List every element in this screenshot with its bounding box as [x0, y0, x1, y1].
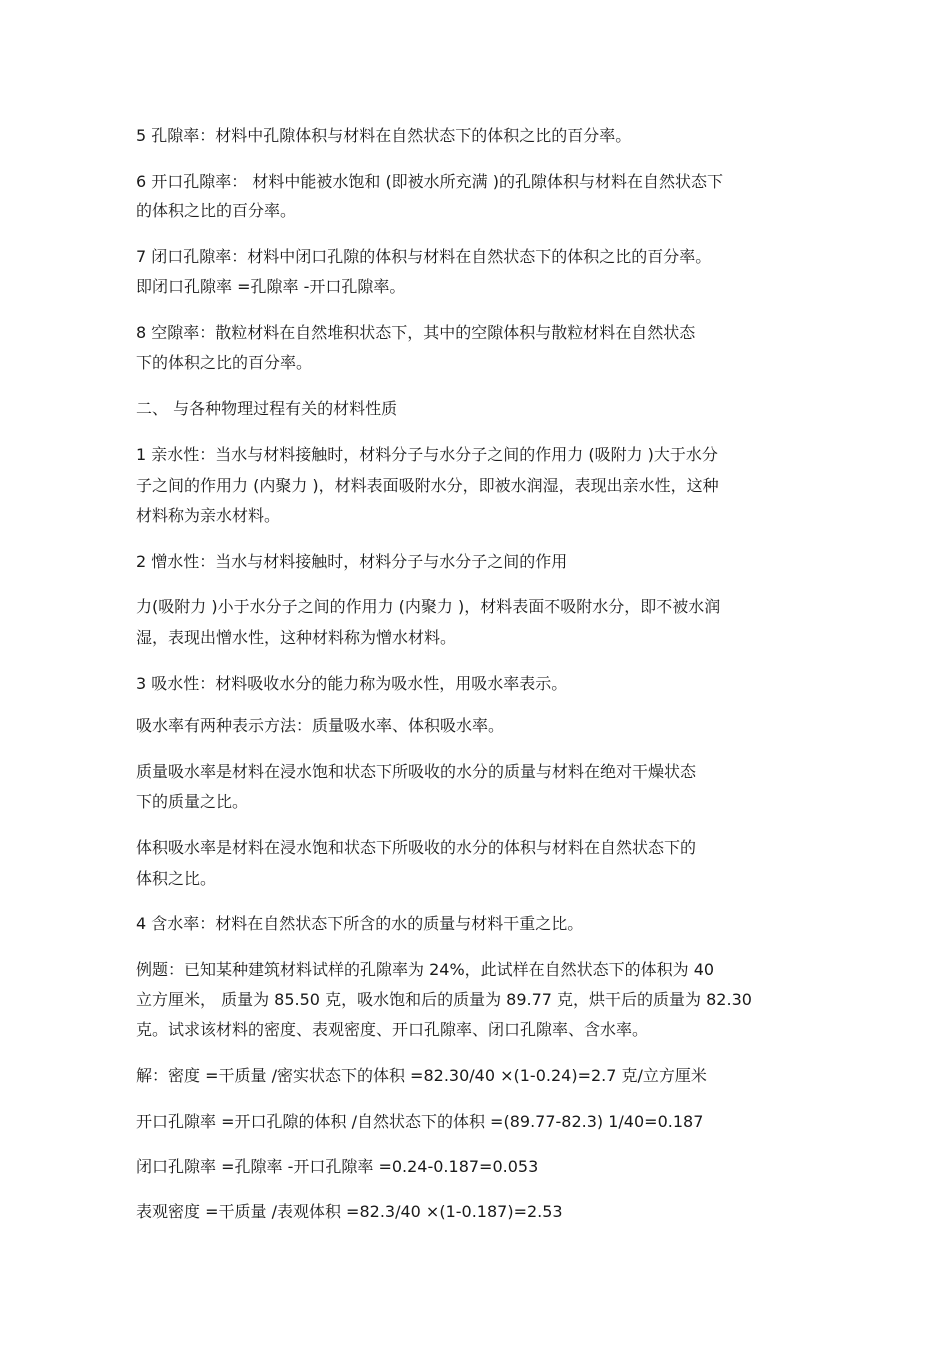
para-line: 3 吸水性：材料吸收水分的能力称为吸水性，用吸水率表示。	[136, 674, 568, 693]
para-line: 材料称为亲水材料。	[136, 506, 281, 525]
para-line: 表观密度 =干质量 /表观体积 =82.3/40 ×(1-0.187)=2.53	[136, 1202, 563, 1221]
para-line: 解：密度 =干质量 /密实状态下的体积 =82.30/40 ×(1-0.24)=2.7 克/立方厘米	[136, 1066, 707, 1085]
para-line: 2 憎水性：当水与材料接触时，材料分子与水分子之间的作用	[136, 552, 568, 571]
para-line: 吸水率有两种表示方法：质量吸水率、体积吸水率。	[136, 716, 505, 735]
para-line: 质量吸水率是材料在浸水饱和状态下所吸收的水分的质量与材料在绝对干燥状态	[136, 762, 697, 781]
para-line: 5 孔隙率：材料中孔隙体积与材料在自然状态下的体积之比的百分率。	[136, 126, 632, 145]
para-line: 体积吸水率是材料在浸水饱和状态下所吸收的水分的体积与材料在自然状态下的	[136, 838, 697, 857]
para-line: 闭口孔隙率 =孔隙率 -开口孔隙率 =0.24-0.187=0.053	[136, 1157, 539, 1176]
para-line: 下的体积之比的百分率。	[136, 353, 313, 372]
para-line: 下的质量之比。	[136, 792, 249, 811]
para-line: 8 空隙率：散粒材料在自然堆积状态下，其中的空隙体积与散粒材料在自然状态	[136, 323, 696, 342]
para-line: 7 闭口孔隙率：材料中闭口孔隙的体积与材料在自然状态下的体积之比的百分率。	[136, 247, 712, 266]
para-line: 子之间的作用力 (内聚力 )，材料表面吸附水分，即被水润湿，表现出亲水性，这种	[136, 476, 719, 495]
section-heading: 二、 与各种物理过程有关的材料性质	[136, 399, 398, 418]
para-line: 4 含水率：材料在自然状态下所含的水的质量与材料干重之比。	[136, 914, 584, 933]
para-line: 的体积之比的百分率。	[136, 201, 297, 220]
para-line: 1 亲水性：当水与材料接触时，材料分子与水分子之间的作用力 (吸附力 )大于水分	[136, 445, 718, 464]
para-line: 开口孔隙率 =开口孔隙的体积 /自然状态下的体积 =(89.77-82.3) 1/40=0.187	[136, 1112, 704, 1131]
para-line: 立方厘米， 质量为 85.50 克，吸水饱和后的质量为 89.77 克，烘干后的质量为 82.30	[136, 990, 752, 1009]
para-line: 例题：已知某种建筑材料试样的孔隙率为 24%，此试样在自然状态下的体积为 40	[136, 960, 715, 979]
para-line: 克。试求该材料的密度、表观密度、开口孔隙率、闭口孔隙率、含水率。	[136, 1020, 649, 1039]
para-line: 体积之比。	[136, 869, 217, 888]
para-line: 即闭口孔隙率 =孔隙率 -开口孔隙率。	[136, 277, 406, 296]
para-line: 6 开口孔隙率： 材料中能被水饱和 (即被水所充满 )的孔隙体积与材料在自然状态下	[136, 172, 724, 191]
para-line: 湿，表现出憎水性，这种材料称为憎水材料。	[136, 628, 457, 647]
para-line: 力(吸附力 )小于水分子之间的作用力 (内聚力 )，材料表面不吸附水分，即不被水润	[136, 597, 721, 616]
